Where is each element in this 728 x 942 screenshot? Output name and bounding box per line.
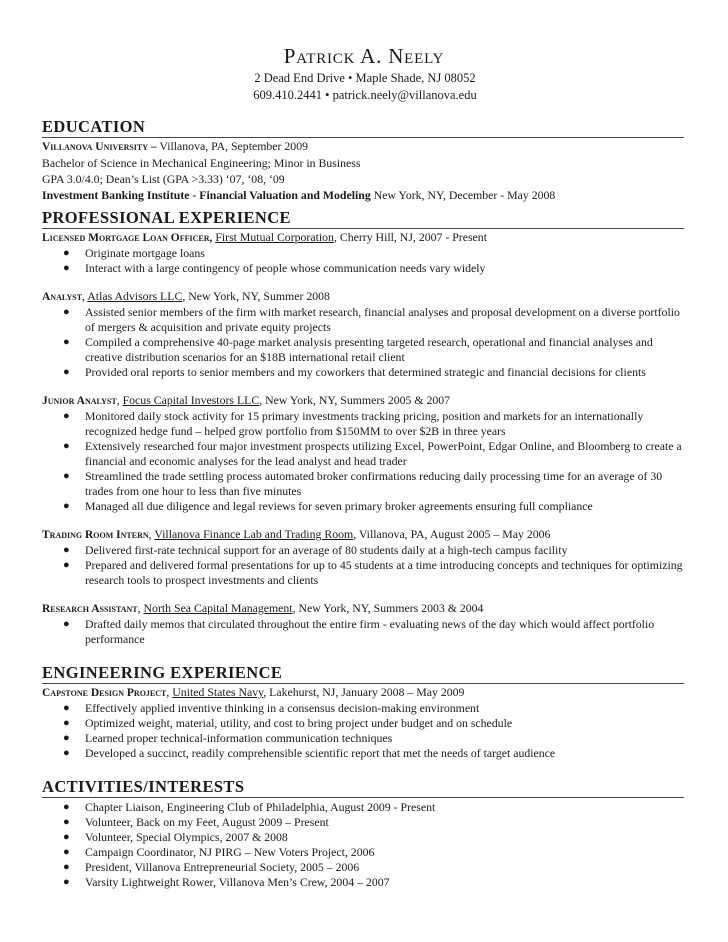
gpa-line: GPA 3.0/4.0; Dean’s List (GPA >3.33) ‘07, ‘08, ‘09	[42, 172, 285, 186]
company-link[interactable]: Focus Capital Investors LLC	[122, 393, 260, 407]
list-item: ● Volunteer, Back on my Feet, August 2009 – Present	[63, 815, 329, 829]
bullet-icon: ●	[63, 846, 70, 858]
list-item: ● Chapter Liaison, Engineering Club of Philadelphia, August 2009 - Present	[63, 800, 436, 814]
bullet-icon: ●	[63, 336, 70, 348]
address-line: 2 Dead End Drive • Maple Shade, NJ 08052	[254, 71, 476, 85]
education-heading: EDUCATION	[42, 118, 684, 138]
education-section	[42, 118, 684, 203]
bullet-icon: ●	[63, 861, 70, 873]
job-detail: , New York, NY, Summers 2005 & 2007	[259, 393, 451, 407]
engineering-heading: ENGINEERING EXPERIENCE	[42, 664, 684, 684]
bullet-icon: ●	[63, 306, 70, 318]
job-role: Research Assistant	[42, 603, 138, 615]
engineering-section	[42, 664, 684, 761]
job-role: Capstone Design Project	[42, 687, 167, 699]
bullet-icon: ●	[63, 816, 70, 828]
bullet-icon: ●	[63, 732, 70, 744]
company-link[interactable]: Villanova Finance Lab and Trading Room	[154, 527, 354, 541]
list-item: ● Delivered first-rate technical support for an average of 80 students daily at a high-tech campus facility	[63, 543, 568, 557]
list-item: ● Learned proper technical-information communication techniques	[63, 731, 393, 745]
bullet-icon: ●	[63, 747, 70, 759]
bullet-icon: ●	[63, 440, 70, 452]
list-item: ● Prepared and delivered formal presentations for up to 45 students at a time introducing concepts and techniques for optimizing research tools to prospect investments and clients	[63, 558, 683, 587]
company-link[interactable]: Atlas Advisors LLC	[87, 289, 183, 303]
activities-list	[42, 800, 684, 890]
bullet-icon: ●	[63, 247, 70, 259]
job-detail: , Cherry Hill, NJ, 2007 - Present	[333, 230, 487, 244]
list-item: ● Provided oral reports to senior members and my coworkers that determined strategic and financial decisions for clients	[63, 365, 646, 379]
job-header: Trading Room Intern, Villanova Finance Lab and Trading Room, Villanova, PA, August 2005 – May 2006	[42, 527, 551, 541]
list-item: ● Optimized weight, material, utility, and cost to bring project under budget and on schedule	[63, 716, 513, 730]
company-link[interactable]: North Sea Capital Management	[143, 601, 293, 615]
job-bullets	[42, 409, 684, 514]
bullet-icon: ●	[63, 831, 70, 843]
list-item: ● President, Villanova Entrepreneurial Society, 2005 – 2006	[63, 860, 360, 874]
contact-line: 609.410.2441 • patrick.neely@villanova.edu	[253, 88, 477, 102]
ibi-program: Investment Banking Institute - Financial Valuation and Modeling	[42, 188, 371, 202]
bullet-icon: ●	[63, 876, 70, 888]
bullet-icon: ●	[63, 618, 70, 630]
job-role: Licensed Mortgage Loan Officer,	[42, 232, 213, 244]
job-bullets	[42, 305, 684, 380]
job-detail: , Villanova, PA, August 2005 – May 2006	[353, 527, 551, 541]
bullet-icon: ●	[63, 559, 70, 571]
bullet-icon: ●	[63, 717, 70, 729]
job-detail: , New York, NY, Summer 2008	[182, 289, 330, 303]
company-link[interactable]: United States Navy	[172, 685, 264, 699]
list-item: ● Developed a succinct, readily comprehensible scientific report that met the needs of target audience	[63, 746, 556, 760]
ibi-detail: New York, NY, December - May 2008	[370, 188, 556, 202]
company-link[interactable]: First Mutual Corporation	[215, 230, 334, 244]
job-header: Capstone Design Project, United States Navy, Lakehurst, NJ, January 2008 – May 2009	[42, 685, 465, 699]
bullet-icon: ●	[63, 702, 70, 714]
list-item: ● Effectively applied inventive thinking in a consensus decision-making environment	[63, 701, 480, 715]
activities-section	[42, 778, 684, 890]
bullet-icon: ●	[63, 470, 70, 482]
list-item: ● Varsity Lightweight Rower, Villanova Men’s Crew, 2004 – 2007	[63, 875, 390, 889]
activities-heading: ACTIVITIES/INTERESTS	[42, 778, 684, 798]
list-item: ● Drafted daily memos that circulated throughout the entire firm - evaluating news of the day which would affect portfolio performance	[63, 617, 655, 646]
job-detail: , New York, NY, Summers 2003 & 2004	[292, 601, 484, 615]
list-item: ● Compiled a comprehensive 40-page market analysis presenting targeted research, operational and financial analyses and creative distribution scenarios for an $18B international retail client	[63, 335, 653, 364]
school-detail: Villanova, PA, September 2009	[156, 139, 308, 153]
list-item: ● Assisted senior members of the firm with market research, financial analyses and proposal development on a diverse portfolio of mergers & acquisition and private equity projects	[63, 305, 680, 334]
job-role: Junior Analyst	[42, 395, 117, 407]
engineering-bullets	[42, 701, 684, 761]
job-header: Analyst, Atlas Advisors LLC, New York, NY, Summer 2008	[42, 289, 330, 303]
job-header	[42, 229, 684, 246]
job-detail: , Lakehurst, NJ, January 2008 – May 2009	[263, 685, 465, 699]
job-bullets	[42, 246, 684, 276]
professional-section	[42, 209, 684, 647]
list-item: ● Volunteer, Special Olympics, 2007 & 2008	[63, 830, 288, 844]
bullet-icon: ●	[63, 500, 70, 512]
bullet-icon: ●	[63, 366, 70, 378]
list-item: ● Streamlined the trade settling process automated broker confirmations reducing daily processing time for an average of 30 trades from one hour to less than five minutes	[63, 469, 663, 498]
list-item: ● Extensively researched four major investment prospects utilizing Excel, PowerPoint, Edgar Online, and Bloomberg to create a financial and economic analyses for the lead analyst and head trader	[63, 439, 682, 468]
bullet-icon: ●	[63, 801, 70, 813]
bullet-icon: ●	[63, 262, 70, 274]
bullet-icon: ●	[63, 544, 70, 556]
job-bullets	[42, 543, 684, 588]
list-item: ● Monitored daily stock activity for 15 primary investments tracking pricing, position and markets for an internationally recognized hedge fund – helped grow portfolio from $150MM to over $2B in three years	[63, 409, 644, 438]
professional-heading: PROFESSIONAL EXPERIENCE	[42, 209, 684, 229]
job-bullets	[42, 617, 684, 647]
job-role: Trading Room Intern	[42, 529, 149, 541]
candidate-name: Patrick A. Neely	[283, 44, 445, 68]
list-item: ● Interact with a large contingency of people whose communication needs vary widely	[63, 261, 486, 275]
list-item: ● Campaign Coordinator, NJ PIRG – New Voters Project, 2006	[63, 845, 375, 859]
degree-line: Bachelor of Science in Mechanical Engineering; Minor in Business	[42, 156, 361, 170]
list-item: ● Originate mortgage loans	[63, 246, 205, 260]
list-item: ● Managed all due diligence and legal reviews for seven primary broker agreements ensuring full compliance	[63, 499, 593, 513]
job-header: Research Assistant, North Sea Capital Management, New York, NY, Summers 2003 & 2004	[42, 601, 484, 615]
bullet-icon: ●	[63, 410, 70, 422]
school-name: Villanova University –	[42, 141, 157, 153]
job-header: Junior Analyst, Focus Capital Investors LLC, New York, NY, Summers 2005 & 2007	[42, 393, 451, 407]
job-role: Analyst	[42, 291, 83, 303]
